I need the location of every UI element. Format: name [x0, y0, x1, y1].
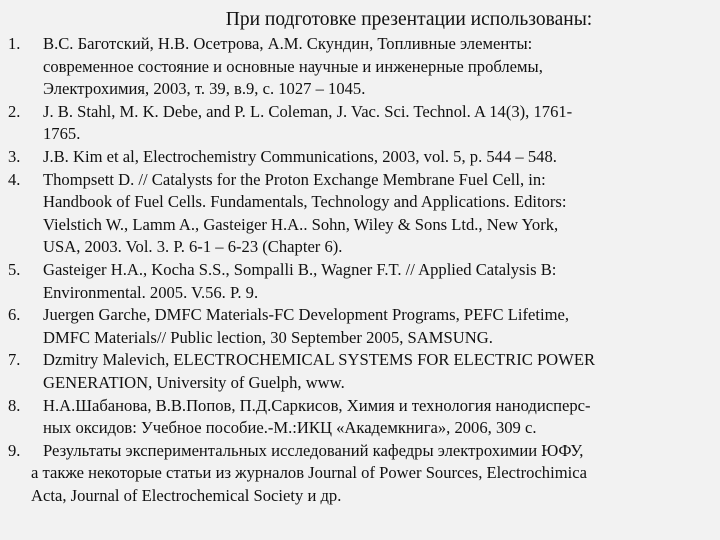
reference-number: 2. [8, 101, 21, 121]
reference-line: Handbook of Fuel Cells. Fundamentals, Technology and Applications. Editors: [43, 192, 567, 212]
reference-item [8, 259, 710, 304]
reference-line: Результаты экспериментальных исследований кафедры электрохимии ЮФУ, [43, 440, 584, 460]
reference-line: Environmental. 2005. V.56. P. 9. [43, 282, 259, 302]
reference-item [8, 169, 710, 259]
reference-line: современное состояние и основные научные и инженерные проблемы, [43, 56, 543, 76]
reference-line: Juergen Garche, DMFC Materials-FC Development Programs, PEFC Lifetime, [43, 305, 570, 325]
reference-item [8, 304, 710, 349]
reference-line: Н.А.Шабанова, В.В.Попов, П.Д.Саркисов, Химия и технология нанодисперс- [43, 395, 591, 415]
reference-item [8, 440, 710, 508]
reference-list [8, 33, 710, 507]
reference-item [8, 395, 710, 440]
reference-number: 7. [8, 350, 21, 370]
reference-item [8, 101, 710, 146]
reference-line: В.С. Баготский, Н.В. Осетрова, А.М. Скундин, Топливные элементы: [43, 34, 533, 53]
reference-line: Vielstich W., Lamm A., Gasteiger H.A.. Sohn, Wiley & Sons Ltd., New York, [43, 214, 559, 234]
reference-line: USA, 2003. Vol. 3. P. 6-1 – 6-23 (Chapter 6). [43, 237, 343, 257]
reference-line: Электрохимия, 2003, т. 39, в.9, с. 1027 – 1045. [43, 79, 366, 99]
reference-item [8, 349, 710, 394]
reference-line: GENERATION, University of Guelph, www. [43, 372, 345, 392]
reference-item [8, 146, 710, 169]
reference-number: 8. [8, 395, 21, 415]
reference-line: Acta, Journal of Electrochemical Society и др. [31, 485, 342, 505]
reference-number: 5. [8, 259, 21, 279]
reference-line: 1765. [43, 124, 81, 144]
page-title: При подготовке презентации использованы: [225, 9, 593, 30]
reference-line: ных оксидов: Учебное пособие.-М.:ИКЦ «Академкнига», 2006, 309 с. [43, 418, 537, 438]
reference-number: 6. [8, 305, 21, 325]
reference-number: 9. [8, 440, 21, 460]
reference-line: DMFC Materials// Public lection, 30 September 2005, SAMSUNG. [43, 327, 493, 347]
reference-line: Dzmitry Malevich, ELECTROCHEMICAL SYSTEMS FOR ELECTRIC POWER [43, 350, 596, 370]
reference-number: 1. [8, 34, 21, 53]
reference-line: Thompsett D. // Catalysts for the Proton Exchange Membrane Fuel Cell, in: [43, 169, 546, 189]
reference-number: 4. [8, 169, 21, 189]
reference-line: а также некоторые статьи из журналов Journal of Power Sources, Electrochimica [31, 463, 587, 483]
reference-line: Gasteiger H.A., Kocha S.S., Sompalli B., Wagner F.T. // Applied Catalysis B: [43, 259, 557, 279]
reference-item [8, 33, 710, 101]
reference-line: J. B. Stahl, M. K. Debe, and P. L. Coleman, J. Vac. Sci. Technol. A 14(3), 1761- [43, 101, 573, 121]
reference-line: J.B. Kim et al, Electrochemistry Communications, 2003, vol. 5, p. 544 – 548. [43, 146, 557, 166]
reference-number: 3. [8, 146, 21, 166]
